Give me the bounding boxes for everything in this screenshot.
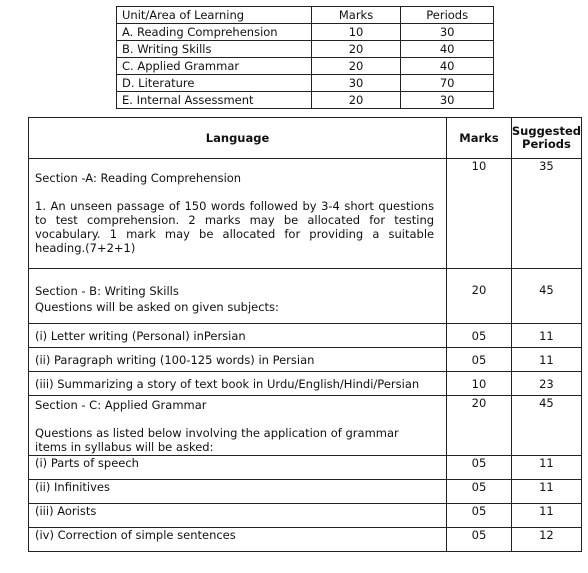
section-b-item-periods: 23 xyxy=(511,372,581,396)
summary-periods: 30 xyxy=(401,92,494,109)
summary-marks: 20 xyxy=(311,58,401,75)
summary-marks: 10 xyxy=(311,24,401,41)
language-header: Language xyxy=(29,118,447,159)
summary-marks: 20 xyxy=(311,41,401,58)
summary-table xyxy=(116,6,494,109)
table-row xyxy=(117,41,494,58)
section-c-marks: 20 xyxy=(447,396,512,456)
section-c-title: Section - C: Applied Grammar xyxy=(35,398,207,412)
summary-unit: C. Applied Grammar xyxy=(117,58,312,75)
summary-header-unit: Unit/Area of Learning xyxy=(117,7,312,24)
summary-unit: D. Literature xyxy=(117,75,312,92)
section-a-item: 1. An unseen passage of 150 words followed by 3-4 short questions to test comprehension. 2 marks may be allocated for testing vocabulary. 1 mark may be allocated for providing a suitable heading.(7+2+1) xyxy=(35,199,435,255)
section-c-content xyxy=(29,396,447,456)
section-c-item-periods: 11 xyxy=(511,456,581,480)
section-a-title: Section -A: Reading Comprehension xyxy=(35,171,242,185)
table-row xyxy=(29,348,582,372)
section-c-subtitle: Questions as listed below involving the application of grammar items in syllabus will be asked: xyxy=(35,426,399,454)
summary-header-row xyxy=(117,7,494,24)
section-b-content xyxy=(29,269,447,324)
summary-periods: 40 xyxy=(401,41,494,58)
section-a-marks: 10 xyxy=(447,159,512,269)
summary-unit: E. Internal Assessment xyxy=(117,92,312,109)
table-row xyxy=(29,480,582,504)
marks-header: Marks xyxy=(447,118,512,159)
section-c-item-periods: 12 xyxy=(511,528,581,552)
table-row xyxy=(117,24,494,41)
section-b-item-periods: 11 xyxy=(511,348,581,372)
table-row xyxy=(117,75,494,92)
section-c-item-periods: 11 xyxy=(511,504,581,528)
section-c-item-marks: 05 xyxy=(447,456,512,480)
table-row xyxy=(29,456,582,480)
section-b-item: (iii) Summarizing a story of text book in Urdu/English/Hindi/Persian xyxy=(29,372,447,396)
section-b-item-marks: 05 xyxy=(447,324,512,348)
summary-periods: 30 xyxy=(401,24,494,41)
section-c-row xyxy=(29,396,582,456)
summary-header-periods: Periods xyxy=(401,7,494,24)
section-b-item-marks: 10 xyxy=(447,372,512,396)
section-c-item-marks: 05 xyxy=(447,528,512,552)
section-c-periods: 45 xyxy=(511,396,581,456)
section-c-item-marks: 05 xyxy=(447,480,512,504)
periods-header-line2: Periods xyxy=(522,137,571,151)
summary-header-marks: Marks xyxy=(311,7,401,24)
section-c-item-marks: 05 xyxy=(447,504,512,528)
table-row xyxy=(117,92,494,109)
section-c-item: (iii) Aorists xyxy=(29,504,447,528)
section-b-subtitle: Questions will be asked on given subjects: xyxy=(35,300,279,314)
summary-unit: A. Reading Comprehension xyxy=(117,24,312,41)
summary-marks: 30 xyxy=(311,75,401,92)
section-b-row xyxy=(29,269,582,324)
section-b-marks: 20 xyxy=(447,269,512,324)
section-b-item: (ii) Paragraph writing (100-125 words) in Persian xyxy=(29,348,447,372)
section-b-item-periods: 11 xyxy=(511,324,581,348)
syllabus-table xyxy=(28,117,582,552)
syllabus-header-row xyxy=(29,118,582,159)
section-b-title: Section - B: Writing Skills xyxy=(35,284,179,298)
section-c-item-periods: 11 xyxy=(511,480,581,504)
summary-periods: 70 xyxy=(401,75,494,92)
section-b-item: (i) Letter writing (Personal) inPersian xyxy=(29,324,447,348)
periods-header-line1: Suggested xyxy=(511,124,581,138)
section-c-item: (ii) Infinitives xyxy=(29,480,447,504)
table-row xyxy=(29,528,582,552)
section-b-periods: 45 xyxy=(511,269,581,324)
table-row xyxy=(117,58,494,75)
table-row xyxy=(29,372,582,396)
section-c-item: (iv) Correction of simple sentences xyxy=(29,528,447,552)
table-row xyxy=(29,504,582,528)
periods-header xyxy=(511,118,581,159)
section-c-item: (i) Parts of speech xyxy=(29,456,447,480)
summary-periods: 40 xyxy=(401,58,494,75)
table-row xyxy=(29,324,582,348)
section-b-item-marks: 05 xyxy=(447,348,512,372)
summary-marks: 20 xyxy=(311,92,401,109)
section-a-periods: 35 xyxy=(511,159,581,269)
section-a-content xyxy=(29,159,447,269)
summary-unit: B. Writing Skills xyxy=(117,41,312,58)
section-a-row xyxy=(29,159,582,269)
